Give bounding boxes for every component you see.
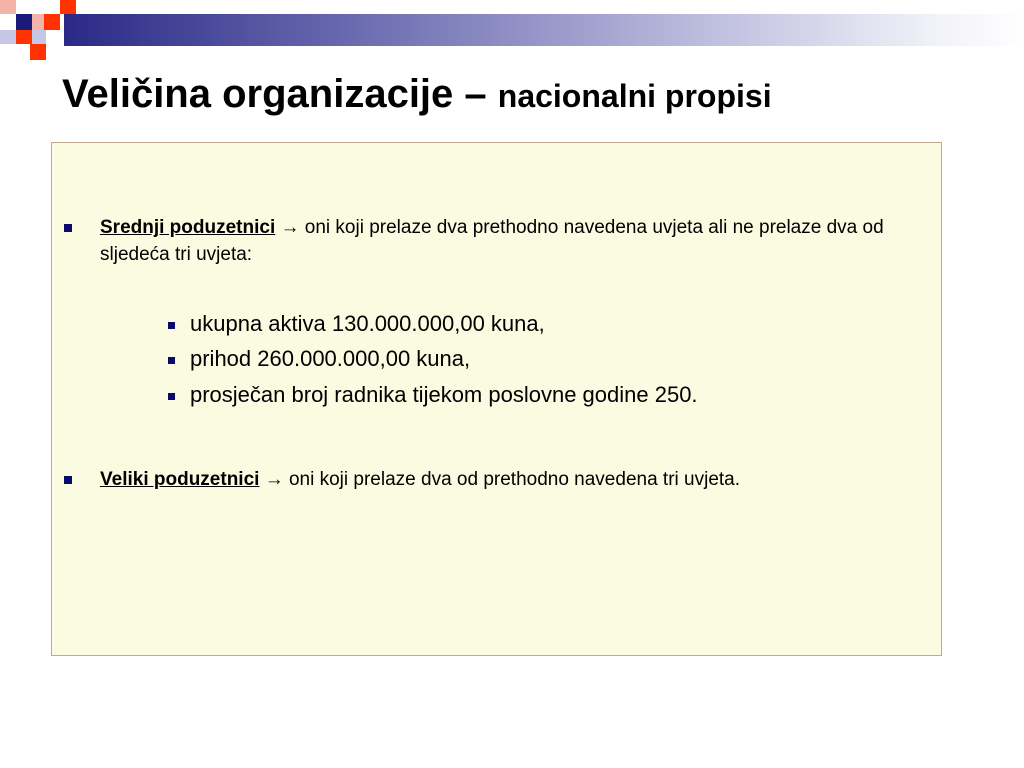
square-bullet-icon xyxy=(64,224,72,232)
right-arrow-icon: → xyxy=(264,469,284,490)
decor-square xyxy=(32,30,46,44)
bullet-medium-enterprises xyxy=(100,214,900,268)
decor-square xyxy=(0,0,16,14)
right-arrow-icon: → xyxy=(280,217,300,238)
square-bullet-icon xyxy=(168,357,175,364)
decor-square xyxy=(60,0,76,14)
square-bullet-icon xyxy=(64,476,72,484)
decor-square xyxy=(44,14,60,30)
decor-square xyxy=(30,44,46,60)
content-box xyxy=(51,142,942,656)
term-large: Veliki poduzetnici xyxy=(100,469,260,490)
medium-description: oni koji prelaze dva prethodno navedena uvjeta ali ne prelaze dva od sljedeća tri uvjeta: xyxy=(100,217,884,265)
condition-item: prihod 260.000.000,00 kuna, xyxy=(190,346,471,371)
decor-square xyxy=(16,30,32,44)
large-description: oni koji prelaze dva od prethodno navedena tri uvjeta. xyxy=(283,469,741,490)
term-medium: Srednji poduzetnici xyxy=(100,217,276,238)
condition-item: ukupna aktiva 130.000.000,00 kuna, xyxy=(190,311,545,336)
bullet-large-enterprises xyxy=(100,466,900,493)
condition-item: prosječan broj radnika tijekom poslovne godine 250. xyxy=(190,382,698,407)
title-main: Veličina organizacije – xyxy=(62,72,498,116)
decor-square xyxy=(16,14,32,30)
header-gradient-bar xyxy=(64,14,1024,46)
decor-square xyxy=(0,30,16,44)
square-bullet-icon xyxy=(168,322,175,329)
square-bullet-icon xyxy=(168,393,175,400)
title-sub: nacionalni propisi xyxy=(497,78,772,114)
slide-title xyxy=(62,72,772,117)
